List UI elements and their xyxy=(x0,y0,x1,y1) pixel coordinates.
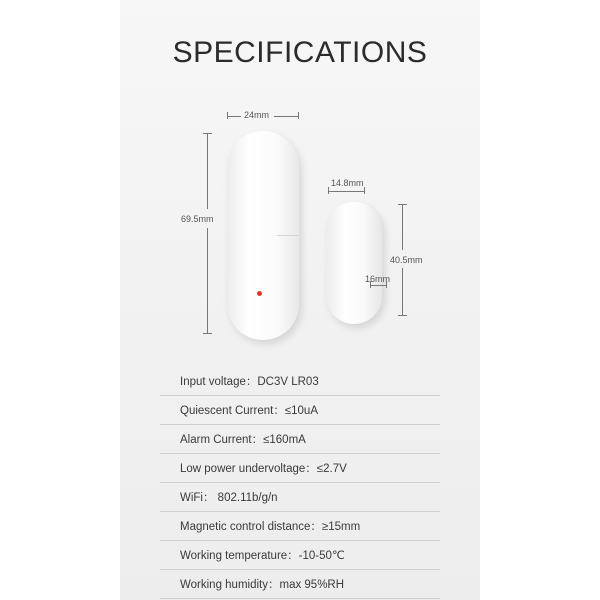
big-width-label: 24mm xyxy=(244,110,270,120)
led-indicator xyxy=(257,291,262,296)
small-depth-label: 16mm xyxy=(365,274,391,284)
dim-line xyxy=(402,268,403,315)
spec-magnetic-distance: Magnetic control distance：≥15mm xyxy=(160,512,440,541)
page-title: SPECIFICATIONS xyxy=(172,36,428,69)
small-width-label: 14.8mm xyxy=(331,178,364,188)
dim-line xyxy=(207,133,208,209)
specifications-list xyxy=(160,367,440,599)
big-height-label: 69.5mm xyxy=(181,214,214,224)
spec-quiescent-current: Quiescent Current：≤10uA xyxy=(160,396,440,425)
spec-input-voltage: Input voltage：DC3V LR03 xyxy=(160,367,440,396)
dim-line xyxy=(370,285,386,286)
dim-tick xyxy=(203,333,212,334)
dim-tick xyxy=(398,315,407,316)
dim-line xyxy=(328,191,364,192)
dim-tick xyxy=(364,187,365,194)
spec-working-humidity: Working humidity：max 95%RH xyxy=(160,570,440,599)
dim-tick xyxy=(370,281,371,288)
dim-tick xyxy=(386,281,387,288)
door-sensor-magnet xyxy=(326,202,382,324)
spec-wifi: WiFi： 802.11b/g/n xyxy=(160,483,440,512)
dim-line xyxy=(402,204,403,250)
dim-line xyxy=(207,228,208,333)
spec-low-power-undervoltage: Low power undervoltage：≤2.7V xyxy=(160,454,440,483)
dim-line xyxy=(274,116,298,117)
dim-tick xyxy=(298,112,299,119)
small-height-label: 40.5mm xyxy=(390,255,423,265)
spec-working-temperature: Working temperature：-10-50℃ xyxy=(160,541,440,570)
main-unit-seam xyxy=(277,235,299,236)
dim-line xyxy=(227,116,241,117)
door-sensor-main-unit xyxy=(227,131,299,340)
spec-alarm-current: Alarm Current：≤160mA xyxy=(160,425,440,454)
